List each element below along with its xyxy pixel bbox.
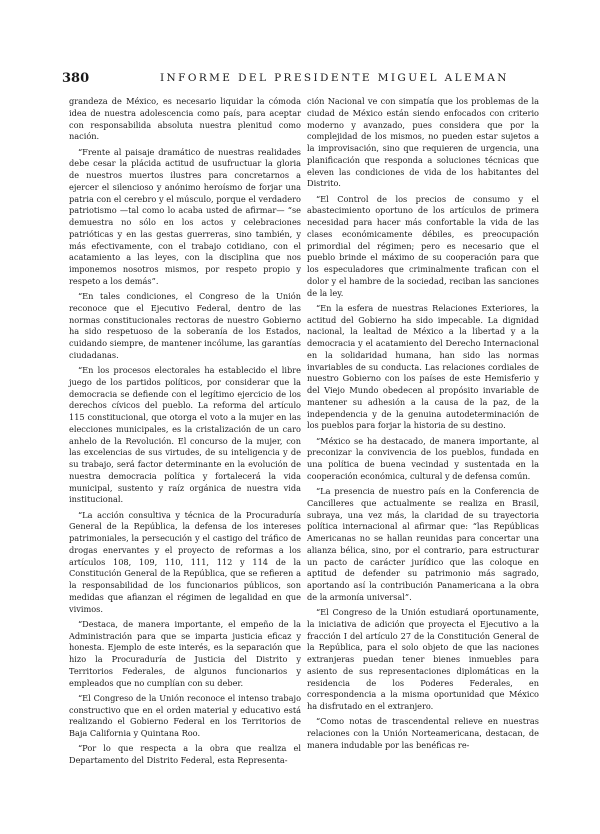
running-title: INFORME DEL PRESIDENTE MIGUEL ALEMAN bbox=[160, 72, 509, 84]
paragraph: “Como notas de trascendental relieve en nuestras relaciones con la Unión Norteamericana, destacan, de manera indudable por las benéficas re- bbox=[307, 716, 539, 750]
paragraph: “Destaca, de manera importante, el empeño de la Administración para que se imparta justicia eficaz y honesta. Ejemplo de este interés, es la separación que hizo la Procuraduría de Justicia del Distrito y Territorios Federales, de algunos funcionarios y empleados que no cumplían con su deber. bbox=[69, 618, 301, 688]
paragraph: “México se ha destacado, de manera importante, al preconizar la convivencia de los pueblos, fundada en una política de buena vecindad y sustentada en la cooperación económica, cultural y de defensa común. bbox=[307, 435, 539, 481]
page-number: 380 bbox=[62, 71, 90, 86]
paragraph: “En los procesos electorales ha establecido el libre juego de los partidos políticos, por considerar que la democracia se defiende con el legítimo ejercicio de los derechos cívicos del pueblo. La reforma del artículo 115 constitucional, que otorga el voto a la mujer en las elecciones municipales, es la cristalización de un caro anhelo de la Revolución. El concurso de la mujer, con las excelencias de sus virtudes, de su inteligencia y de su trabajo, será factor determinante en la evolución de nuestra democracia política y fortalecerá la vida municipal, sustento y raíz orgánica de nuestra vida institucional. bbox=[69, 365, 301, 505]
paragraph: grandeza de México, es necesario liquidar la cómoda idea de nuestra adolescencia como país, para aceptar con responsabilida absoluta nuestra plenitud como nación. bbox=[69, 96, 301, 142]
paragraph: “El Congreso de la Unión reconoce el intenso trabajo constructivo que en el orden material y educativo está realizando el Gobierno Federal en los Territorios de Baja California y Quintana Roo. bbox=[69, 692, 301, 738]
paragraph: “Frente al paisaje dramático de nuestras realidades debe cesar la plácida actitud de usufructuar la gloria de nuestros muertos ilustres para concretarnos a ejercer el silencioso y anónimo heroísmo de forjar una patria con el cerebro y el músculo, porque el verdadero patriotismo —tal como lo acaba usted de afirmar— “se demuestra no sólo en los actos y celebraciones patrióticas y en las gestas guerreras, sino también, y más efectivamente, con el trabajo cotidiano, con el acatamiento a las leyes, con la disciplina que nos imponemos nosotros mismos, por respeto propio y respeto a los demás”. bbox=[69, 146, 301, 286]
left-column bbox=[69, 96, 301, 770]
paragraph: “La acción consultiva y técnica de la Procuraduría General de la República, la defensa de los intereses patrimoniales, la persecución y el castigo del tráfico de drogas enervantes y el proyecto de reformas a los artículos 108, 109, 110, 111, 112 y 114 de la Constitución General de la República, que se refieren a la responsabilidad de los funcionarios públicos, son medidas que afianzan el régimen de legalidad en que vivimos. bbox=[69, 509, 301, 614]
paragraph: “El Congreso de la Unión estudiará oportunamente, la iniciativa de adición que proyecta el Ejecutivo a la fracción I del artículo 27 de la Constitución General de la República, para el solo objeto de que las naciones extranjeras puedan tener bienes inmuebles para asiento de sus representaciones diplomáticas en la residencia de los Poderes Federales, en correspondencia a la misma oportunidad que México ha disfrutado en el extranjero. bbox=[307, 607, 539, 711]
paragraph: “En la esfera de nuestras Relaciones Exteriores, la actitud del Gobierno ha sido impecable. La dignidad nacional, la lealtad de México a la libertad y a la democracia y el acatamiento del Derecho Internacional en la solidaridad humana, han sido las normas invariables de su conducta. Las relaciones cordiales de nuestro Gobierno con los países de este Hemisferio y del Viejo Mundo obedecen al propósito invariable de mantener su adhesión a la causa de la paz, de la independencia y de la genuina autodeterminación de los pueblos para forjar la historia de su destino. bbox=[307, 302, 539, 431]
paragraph: “Por lo que respecta a la obra que realiza el Departamento del Distrito Federal, esta Representa- bbox=[69, 743, 301, 765]
paragraph: “El Control de los precios de consumo y el abastecimiento oportuno de los artículos de primera necesidad para hacer más confortable la vida de las clases económicamente débiles, es preocupación primordial del régimen; pero es necesario que el pueblo brinde el máximo de su cooperación para que los especuladores que criminalmente trafican con el dolor y el hambre de la sociedad, reciban las sanciones de la ley. bbox=[307, 193, 539, 298]
paragraph: ción Nacional ve con simpatía que los problemas de la ciudad de México están siendo enfocados con criterio moderno y avanzado, pues considera que por la complejidad de los mismos, no pueden estar sujetos a la improvisación, sino que requieren de urgencia, una planificación que responda a soluciones técnicas que eleven las condiciones de vida de los habitantes del Distrito. bbox=[307, 96, 539, 189]
paragraph: “En tales condiciones, el Congreso de la Unión reconoce que el Ejecutivo Federal, dentro de las normas constitucionales rectoras de nuestro Gobierno ha sido respetuoso de la soberanía de los Estados, cuidando siempre, de mantener incólume, las garantías ciudadanas. bbox=[69, 291, 301, 360]
right-column bbox=[307, 96, 539, 755]
running-header bbox=[62, 71, 542, 87]
paragraph: “La presencia de nuestro país en la Conferencia de Cancilleres que actualmente se realiza en Brasil, subraya, una vez más, la claridad de su trayectoria política internacional al afirmar que: “las Repúblicas Americanas no se hallan reunidas para concertar una alianza bélica, sino, por el contrario, para estructurar un pacto de carácter jurídico que las coloque en aptitud de defender su patrimonio más sagrado, aportando así la contribución Panamericana a la obra de la armonía universal”. bbox=[307, 486, 539, 602]
